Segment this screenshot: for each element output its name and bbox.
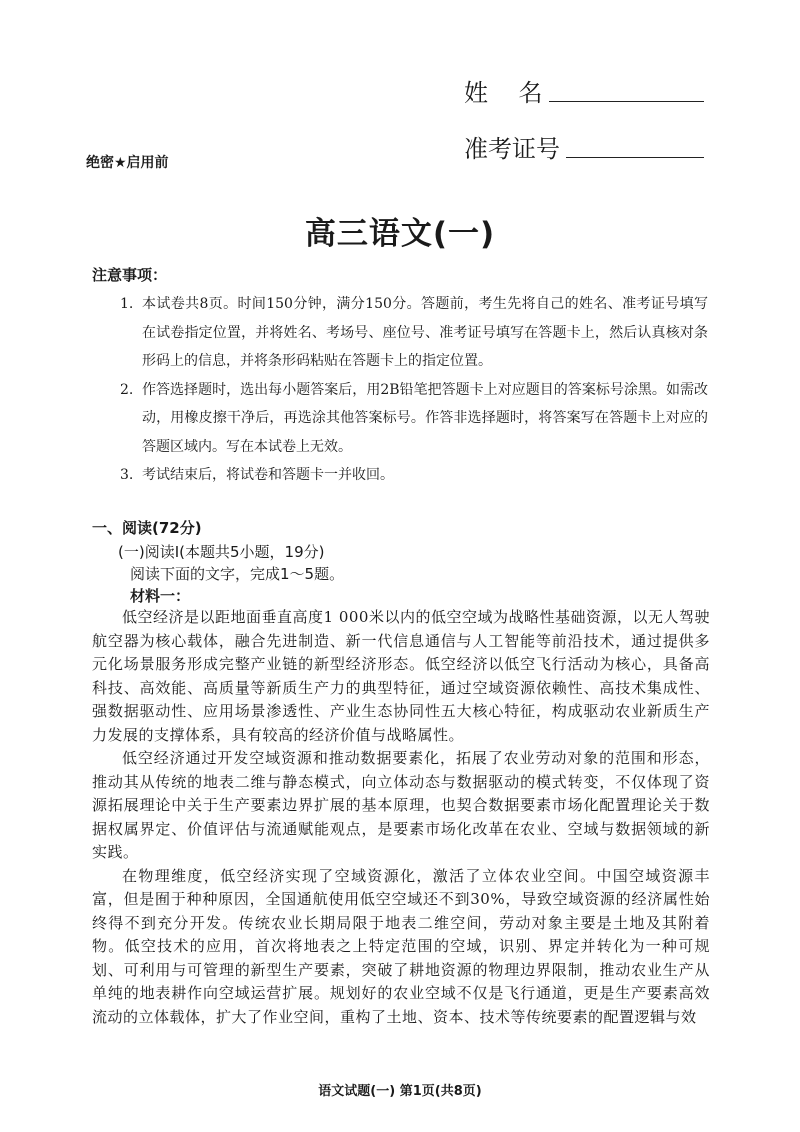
name-label: 姓 名 <box>464 79 543 107</box>
notice-number: 2. <box>120 381 134 398</box>
material-paragraph: 低空经济通过开发空域资源和推动数据要素化，拓展了农业劳动对象的范围和形态，推动其从传统的地表二维与静态模式，向立体动态与数据驱动的模式转变，不仅体现了资源拓展理论中关于生产要素边界扩展的基本原理，也契合数据要素市场化配置理论关于数据权属界定、价值评估与流通赋能观点，是要素市场化改革在农业、空域与数据领域的新实践。 <box>92 749 710 861</box>
secret-mark: 绝密★启用前 <box>86 155 169 171</box>
page-title: 高三语文(一) <box>304 216 496 252</box>
notice-heading: 注意事项： <box>92 266 168 284</box>
notice-text: 作答选择题时，选出每小题答案后，用2B铅笔把答题卡上对应题目的答案标号涂黑。如需改动，用橡皮擦干净后，再选涂其他答案标号。作答非选择题时，将答案写在答题卡上对应的答题区域内。写在本试卷上无效。 <box>142 381 708 455</box>
name-blank-line <box>549 77 704 102</box>
notice-item <box>120 461 708 490</box>
page-footer: 语文试题(一) 第1页(共8页) <box>318 1084 482 1099</box>
section-heading: 一、阅读(72分) <box>92 519 202 537</box>
notice-number: 3. <box>120 467 134 483</box>
notice-text: 考试结束后，将试卷和答题卡一并收回。 <box>142 467 394 483</box>
exam-id-blank-line <box>566 133 704 158</box>
notice-item <box>120 290 708 376</box>
notice-text: 本试卷共8页。时间150分钟，满分150分。答题前，考生先将自己的姓名、准考证号填写在试卷指定位置，并将姓名、考场号、座位号、准考证号填写在答题卡上，然后认真核对条形码上的信息，并将条形码粘贴在答题卡上的指定位置。 <box>142 296 708 369</box>
notice-number: 1. <box>120 296 134 312</box>
candidate-info-block <box>464 58 704 170</box>
material-paragraph: 低空经济是以距地面垂直高度1 000米以内的低空空域为战略性基础资源，以无人驾驶航空器为核心载体，融合先进制造、新一代信息通信与人工智能等前沿技术，通过提供多元化场景服务形成完整产业链的新型经济形态。低空经济以低空飞行活动为核心，具备高科技、高效能、高质量等新质生产力的典型特征，通过空域资源依赖性、高技术集成性、强数据驱动性、应用场景渗透性、产业生态协同性五大核心特征，构成驱动农业新质生产力发展的支撑体系，具有较高的经济价值与战略属性。 <box>92 608 710 744</box>
subsection-heading: (一)阅读Ⅰ(本题共5小题，19分) <box>118 543 325 561</box>
notice-list <box>120 290 708 490</box>
material-label: 材料一： <box>130 587 191 605</box>
material-body <box>92 606 710 1029</box>
exam-id-row <box>464 114 704 164</box>
material-paragraph: 在物理维度，低空经济实现了空域资源化，激活了立体农业空间。中国空域资源丰富，但是囿于种种原因，全国通航使用低空空域还不到30%，导致空域资源的经济属性始终得不到充分开发。传统农业长期局限于地表二维空间，劳动对象主要是土地及其附着物。低空技术的应用，首次将地表之上特定范围的空域，识别、界定并转化为一种可规划、可利用与可管理的新型生产要素，突破了耕地资源的物理边界限制，推动农业生产从单纯的地表耕作向空域运营扩展。规划好的农业空域不仅是飞行通道，更是生产要素高效流动的立体载体，扩大了作业空间，重构了土地、资本、技术等传统要素的配置逻辑与效 <box>92 866 710 1026</box>
reading-instruction: 阅读下面的文字，完成1～5题。 <box>130 565 345 583</box>
exam-id-label: 准考证号 <box>464 135 560 163</box>
name-row <box>464 58 704 108</box>
notice-item <box>120 376 708 462</box>
